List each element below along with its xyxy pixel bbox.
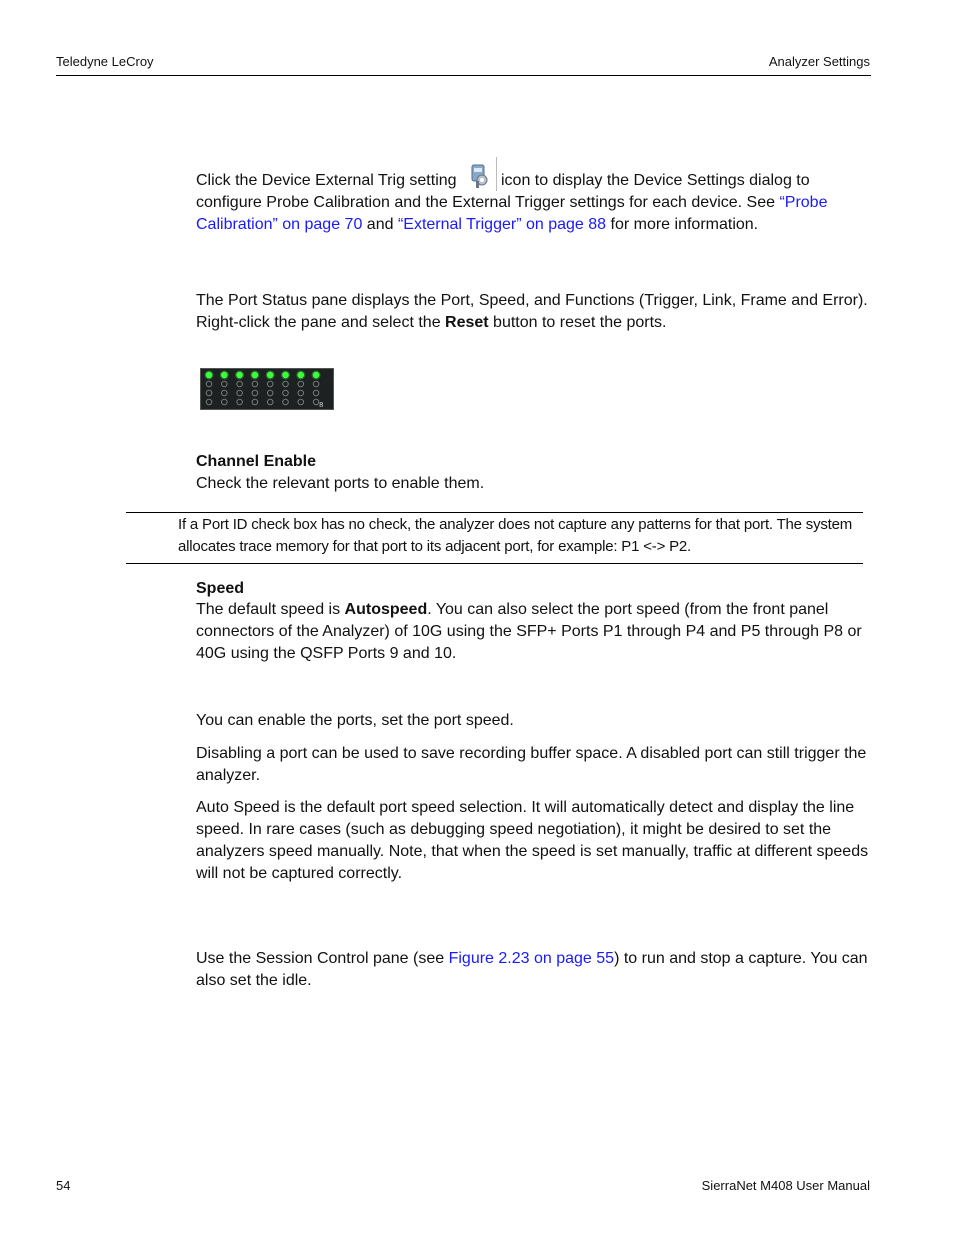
led-off: [222, 390, 228, 396]
led-off: [222, 381, 228, 387]
speed-heading: Speed: [196, 580, 245, 597]
enable-ports-paragraph: You can enable the ports, set the port speed.: [196, 712, 514, 729]
led-off: [313, 381, 319, 387]
led-lit: [283, 372, 289, 378]
led-off: [283, 390, 289, 396]
led-lit: [206, 372, 212, 378]
led-off: [267, 390, 273, 396]
led-off: [252, 399, 258, 405]
port-status-pane[interactable]: [200, 368, 334, 410]
session-control-paragraph: Use the Session Control pane (see Figure 2.23 on page 55) to run and stop a capture. You can also set the idle.: [196, 950, 868, 989]
port-number-label: 8: [319, 401, 324, 409]
note-bottom-rule: [126, 563, 863, 564]
note-text: If a Port ID check box has no check, the analyzer does not capture any patterns for that port. The system allocates trace memory for that port to its adjacent port, for example: P1 <-> P2.: [178, 516, 853, 555]
led-off: [237, 381, 243, 387]
disable-port-paragraph: Disabling a port can be used to save recording buffer space. A disabled port can still trigger the analyzer.: [196, 745, 867, 784]
led-off: [206, 390, 212, 396]
footer-page-number: 54: [56, 1178, 71, 1193]
led-off: [237, 399, 243, 405]
device-settings-icon[interactable]: [463, 161, 497, 191]
port-status-paragraph: The Port Status pane displays the Port, Speed, and Functions (Trigger, Link, Frame and Error). Right-click the pane and select the Reset button to reset the ports.: [196, 292, 868, 331]
channel-enable-heading: Channel Enable: [196, 453, 317, 470]
led-off: [252, 390, 258, 396]
led-off: [206, 399, 212, 405]
header-left: Teledyne LeCroy: [56, 54, 154, 69]
led-off: [237, 390, 243, 396]
external-trig-paragraph: Click the Device External Trig setting icon to display the Device Settings dialog to configure Probe Calibration and the External Trigger settings for each device. See “Probe Calibration” on page 70 and “External Trigger” on page 88 for more information.: [196, 161, 872, 236]
led-off: [283, 381, 289, 387]
led-off: [222, 399, 228, 405]
led-lit: [313, 372, 319, 378]
led-lit: [298, 372, 304, 378]
speed-paragraph: The default speed is Autospeed. You can also select the port speed (from the front panel connectors of the Analyzer) of 10G using the SFP+ Ports P1 through P4 and P5 through P8 or 40G using the QSFP Ports 9 and 10.: [196, 601, 862, 662]
header-rule: [56, 75, 871, 76]
external-trigger-link[interactable]: “External Trigger” on page 88: [397, 216, 607, 233]
led-off: [283, 399, 289, 405]
led-off: [267, 381, 273, 387]
led-lit: [252, 372, 258, 378]
led-lit: [237, 372, 243, 378]
led-lit: [267, 372, 273, 378]
autospeed-paragraph: Auto Speed is the default port speed selection. It will automatically detect and display the line speed. In rare cases (such as debugging speed negotiation), it might be desired to set the analyzers speed manually. Note, that when the speed is set manually, traffic at different speeds will not be captured correctly.: [196, 799, 869, 882]
led-lit: [222, 372, 228, 378]
channel-enable-text: Check the relevant ports to enable them.: [196, 475, 485, 492]
led-off: [206, 381, 212, 387]
led-off: [313, 390, 319, 396]
led-off: [267, 399, 273, 405]
probe-calibration-link[interactable]: “Probe Calibration” on page 70: [196, 194, 828, 233]
header-right: Analyzer Settings: [768, 54, 870, 69]
led-off: [298, 381, 304, 387]
led-off: [298, 399, 304, 405]
port-led-grid: [201, 369, 333, 409]
figure-link[interactable]: Figure 2.23 on page 55: [448, 950, 615, 967]
led-off: [298, 390, 304, 396]
led-off: [252, 381, 258, 387]
note-top-rule: [126, 512, 863, 513]
footer-manual-title: SierraNet M408 User Manual: [701, 1178, 870, 1193]
